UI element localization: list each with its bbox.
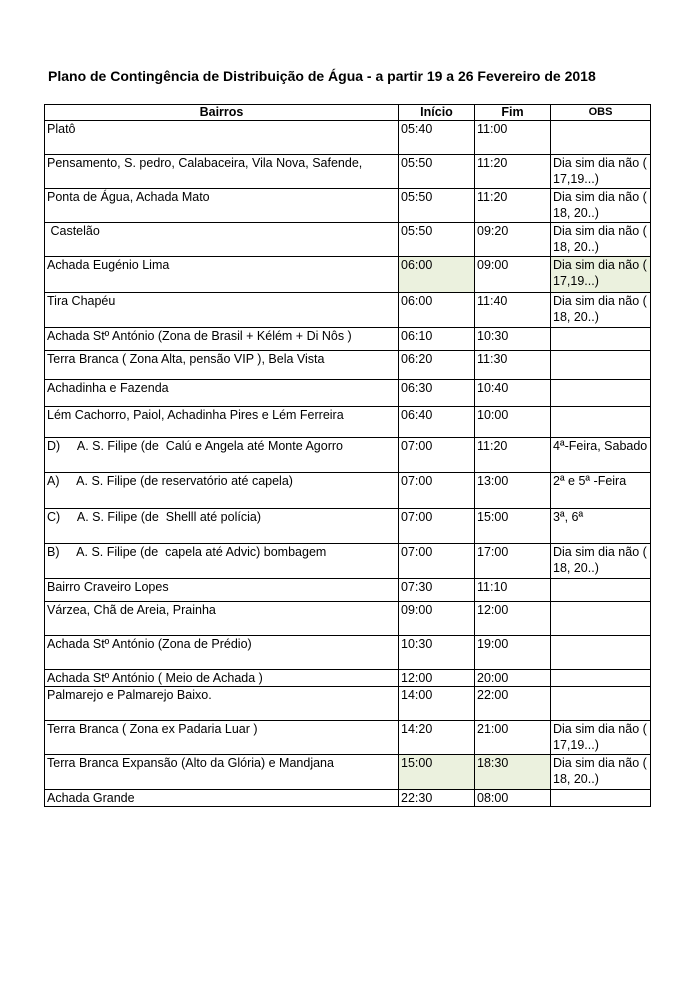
cell-obs — [551, 407, 651, 438]
cell-fim: 18:30 — [475, 755, 551, 790]
table-row — [45, 328, 651, 351]
cell-obs — [551, 602, 651, 636]
cell-inicio: 10:30 — [399, 636, 475, 670]
cell-bairro: B) A. S. Filipe (de capela até Advic) bombagem — [45, 544, 399, 579]
distribution-table — [44, 104, 651, 807]
cell-fim: 22:00 — [475, 687, 551, 721]
cell-inicio: 14:00 — [399, 687, 475, 721]
cell-fim: 10:30 — [475, 328, 551, 351]
cell-obs — [551, 670, 651, 687]
cell-bairro: Achada Eugénio Lima — [45, 257, 399, 293]
table-row — [45, 380, 651, 407]
cell-bairro: Achada Stº António (Zona de Prédio) — [45, 636, 399, 670]
table-row — [45, 721, 651, 755]
cell-inicio: 15:00 — [399, 755, 475, 790]
cell-fim: 10:00 — [475, 407, 551, 438]
cell-bairro: C) A. S. Filipe (de Shelll até polícia) — [45, 509, 399, 544]
table-row — [45, 293, 651, 328]
cell-inicio: 06:00 — [399, 257, 475, 293]
cell-obs — [551, 579, 651, 602]
cell-fim: 11:30 — [475, 351, 551, 380]
cell-obs — [551, 687, 651, 721]
cell-obs: Dia sim dia não ( 17,19...) — [551, 155, 651, 189]
table-row — [45, 121, 651, 155]
cell-obs — [551, 351, 651, 380]
cell-fim: 15:00 — [475, 509, 551, 544]
cell-inicio: 09:00 — [399, 602, 475, 636]
table-row — [45, 755, 651, 790]
cell-obs — [551, 790, 651, 807]
cell-fim: 11:10 — [475, 579, 551, 602]
cell-bairro: Terra Branca ( Zona ex Padaria Luar ) — [45, 721, 399, 755]
table-row — [45, 257, 651, 293]
table-row — [45, 438, 651, 473]
cell-inicio: 05:40 — [399, 121, 475, 155]
cell-fim: 09:20 — [475, 223, 551, 257]
cell-inicio: 12:00 — [399, 670, 475, 687]
cell-bairro: Achada Stº António ( Meio de Achada ) — [45, 670, 399, 687]
cell-obs: Dia sim dia não ( 18, 20..) — [551, 189, 651, 223]
table-row — [45, 670, 651, 687]
cell-bairro: Ponta de Água, Achada Mato — [45, 189, 399, 223]
table-row — [45, 509, 651, 544]
table-row — [45, 189, 651, 223]
cell-fim: 10:40 — [475, 380, 551, 407]
cell-inicio: 07:00 — [399, 509, 475, 544]
cell-bairro: A) A. S. Filipe (de reservatório até capela) — [45, 473, 399, 509]
table-row — [45, 473, 651, 509]
cell-fim: 08:00 — [475, 790, 551, 807]
cell-bairro: Várzea, Chã de Areia, Prainha — [45, 602, 399, 636]
table-header-row — [45, 105, 651, 121]
cell-fim: 20:00 — [475, 670, 551, 687]
table-row — [45, 602, 651, 636]
cell-fim: 12:00 — [475, 602, 551, 636]
cell-inicio: 06:00 — [399, 293, 475, 328]
cell-bairro: Castelão — [45, 223, 399, 257]
cell-inicio: 06:20 — [399, 351, 475, 380]
cell-inicio: 05:50 — [399, 155, 475, 189]
cell-bairro: Palmarejo e Palmarejo Baixo. — [45, 687, 399, 721]
cell-fim: 19:00 — [475, 636, 551, 670]
cell-fim: 11:40 — [475, 293, 551, 328]
cell-obs: 2ª e 5ª -Feira — [551, 473, 651, 509]
table-row — [45, 579, 651, 602]
cell-obs: Dia sim dia não ( 18, 20..) — [551, 223, 651, 257]
cell-bairro: Terra Branca Expansão (Alto da Glória) e Mandjana — [45, 755, 399, 790]
table-row — [45, 687, 651, 721]
cell-fim: 17:00 — [475, 544, 551, 579]
table-row — [45, 407, 651, 438]
cell-fim: 11:20 — [475, 155, 551, 189]
cell-fim: 21:00 — [475, 721, 551, 755]
cell-obs: 4ª-Feira, Sabado — [551, 438, 651, 473]
cell-inicio: 06:30 — [399, 380, 475, 407]
cell-bairro: Platô — [45, 121, 399, 155]
cell-bairro: Tira Chapéu — [45, 293, 399, 328]
cell-bairro: Achada Grande — [45, 790, 399, 807]
cell-bairro: Lém Cachorro, Paiol, Achadinha Pires e Lém Ferreira — [45, 407, 399, 438]
cell-obs: Dia sim dia não ( 17,19...) — [551, 257, 651, 293]
cell-obs — [551, 328, 651, 351]
cell-obs: Dia sim dia não ( 18, 20..) — [551, 293, 651, 328]
cell-obs — [551, 121, 651, 155]
table-row — [45, 790, 651, 807]
table-row — [45, 155, 651, 189]
cell-inicio: 07:00 — [399, 544, 475, 579]
cell-bairro: Achadinha e Fazenda — [45, 380, 399, 407]
cell-inicio: 05:50 — [399, 189, 475, 223]
cell-bairro: Pensamento, S. pedro, Calabaceira, Vila Nova, Safende, — [45, 155, 399, 189]
table-row — [45, 544, 651, 579]
cell-obs: Dia sim dia não ( 18, 20..) — [551, 544, 651, 579]
cell-inicio: 07:30 — [399, 579, 475, 602]
cell-obs: Dia sim dia não ( 18, 20..) — [551, 755, 651, 790]
cell-obs — [551, 380, 651, 407]
cell-fim: 13:00 — [475, 473, 551, 509]
header-bairros: Bairros — [45, 105, 399, 121]
table-row — [45, 636, 651, 670]
cell-inicio: 06:40 — [399, 407, 475, 438]
cell-inicio: 06:10 — [399, 328, 475, 351]
table-row — [45, 223, 651, 257]
cell-bairro: Bairro Craveiro Lopes — [45, 579, 399, 602]
cell-bairro: Achada Stº António (Zona de Brasil + Kélém + Di Nôs ) — [45, 328, 399, 351]
page-title: Plano de Contingência de Distribuição de Água - a partir 19 a 26 Fevereiro de 2018 — [48, 68, 596, 84]
cell-inicio: 22:30 — [399, 790, 475, 807]
cell-fim: 11:00 — [475, 121, 551, 155]
cell-fim: 09:00 — [475, 257, 551, 293]
cell-obs: Dia sim dia não ( 17,19...) — [551, 721, 651, 755]
cell-fim: 11:20 — [475, 438, 551, 473]
header-fim: Fim — [475, 105, 551, 121]
cell-bairro: Terra Branca ( Zona Alta, pensão VIP ), Bela Vista — [45, 351, 399, 380]
cell-obs — [551, 636, 651, 670]
cell-fim: 11:20 — [475, 189, 551, 223]
cell-inicio: 14:20 — [399, 721, 475, 755]
header-obs: OBS — [551, 105, 651, 121]
cell-inicio: 07:00 — [399, 438, 475, 473]
table-row — [45, 351, 651, 380]
cell-bairro: D) A. S. Filipe (de Calú e Angela até Monte Agorro — [45, 438, 399, 473]
cell-inicio: 07:00 — [399, 473, 475, 509]
header-inicio: Início — [399, 105, 475, 121]
cell-inicio: 05:50 — [399, 223, 475, 257]
cell-obs: 3ª, 6ª — [551, 509, 651, 544]
